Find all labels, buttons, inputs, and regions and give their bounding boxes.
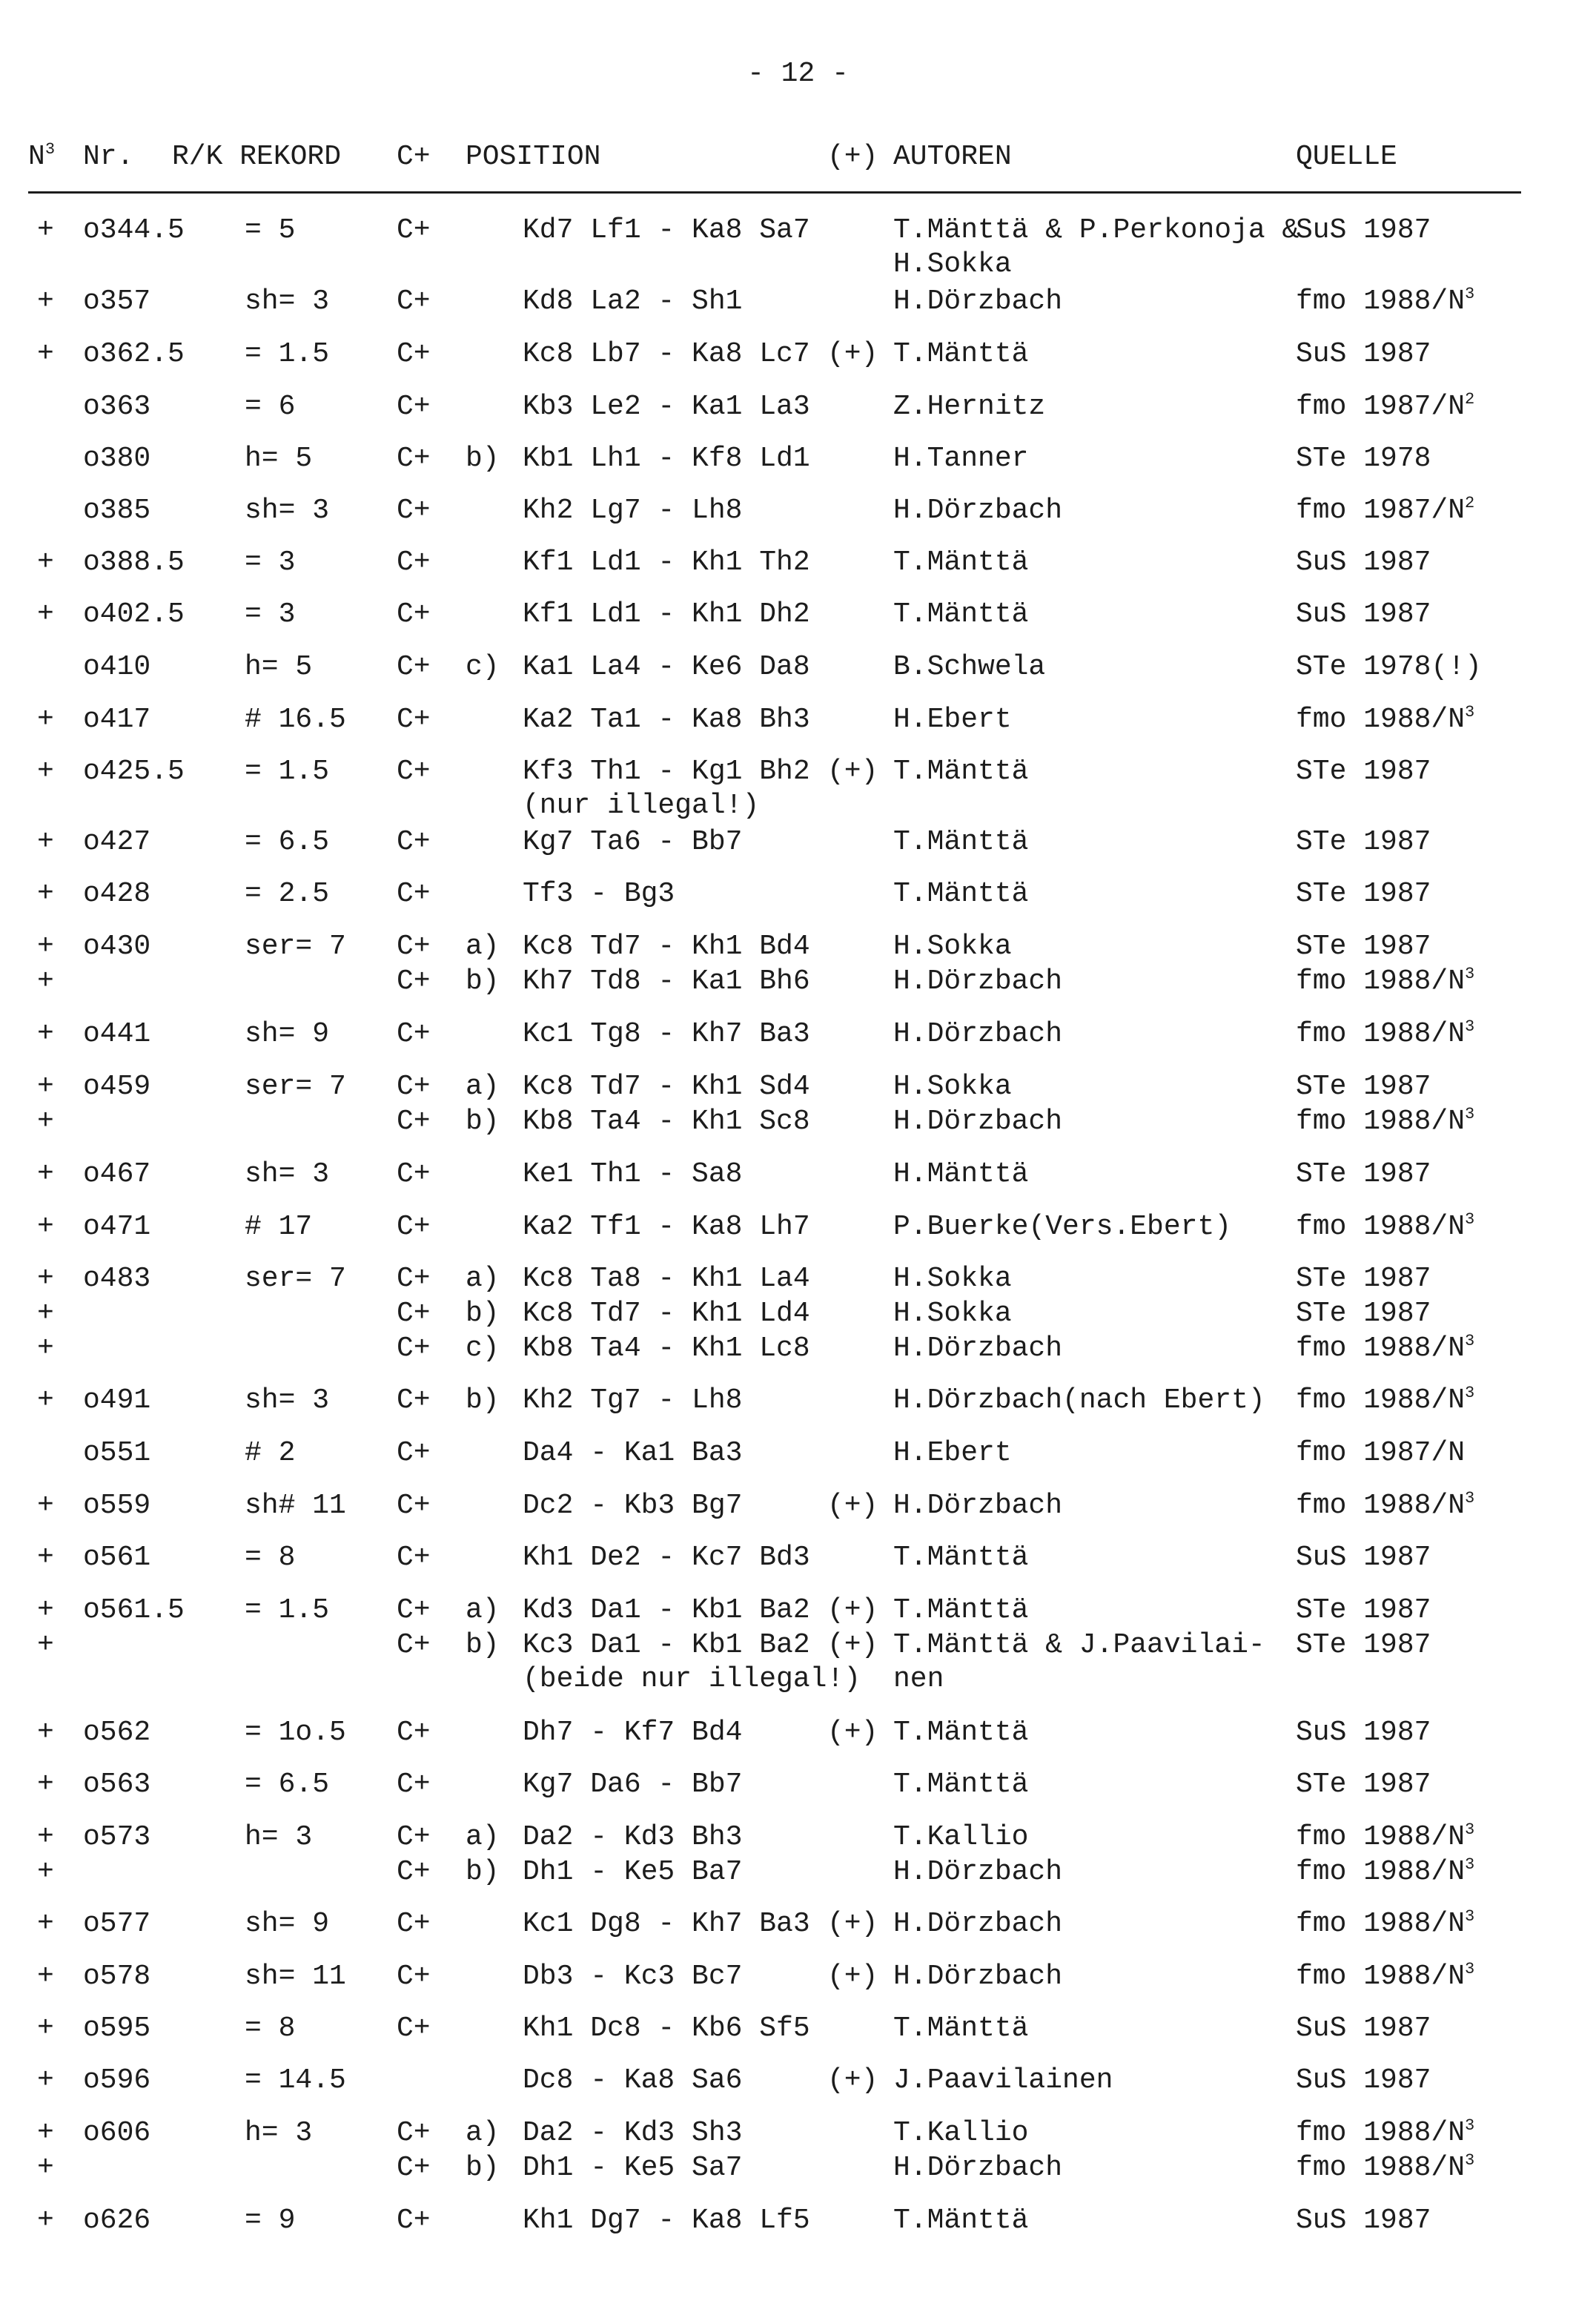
- row-number: o483: [83, 1263, 151, 1295]
- row-cplus: C+: [397, 2012, 431, 2044]
- row-rekord: ser= 7: [245, 1071, 346, 1103]
- row-position: Kc8 Td7 - Kh1 Bd4: [523, 931, 810, 962]
- row-sign: +: [37, 1490, 54, 1522]
- row-option: b): [466, 965, 500, 997]
- row-author: H.Dörzbach: [893, 1106, 1063, 1137]
- row-rekord: ser= 7: [245, 1263, 346, 1295]
- row-number: o563: [83, 1769, 151, 1800]
- row-cplus: C+: [397, 285, 431, 317]
- row-author: H.Dörzbach: [893, 495, 1063, 526]
- row-rekord: sh= 3: [245, 285, 330, 317]
- row-author: Z.Hernitz: [893, 391, 1046, 423]
- row-number: o559: [83, 1490, 151, 1522]
- row-cplus: C+: [397, 931, 431, 962]
- row-cplus: C+: [397, 704, 431, 736]
- row-source: SuS 1987: [1296, 598, 1431, 630]
- row-source: fmo $1987/N^2$: [1296, 390, 1475, 423]
- row-sign: +: [37, 547, 54, 578]
- row-number: o626: [83, 2205, 151, 2236]
- row-number: o577: [83, 1908, 151, 1940]
- row-source: STe 1987: [1296, 1263, 1431, 1295]
- page-number: - 12 -: [747, 58, 849, 90]
- row-source: SuS 1987: [1296, 1717, 1431, 1749]
- row-option: a): [466, 1263, 500, 1295]
- row-sign: +: [37, 1961, 54, 1992]
- row-position: Ke1 Th1 - Sa8: [523, 1158, 743, 1190]
- row-rekord: sh= 9: [245, 1018, 330, 1050]
- row-number: o573: [83, 1821, 151, 1853]
- row-source: fmo $1988/N^3$: [1296, 1105, 1475, 1137]
- row-sign: +: [37, 1071, 54, 1103]
- row-author: T.Mänttä & P.Perkonoja &: [893, 214, 1299, 246]
- row-option: b): [466, 1629, 500, 1661]
- row-rekord: sh= 3: [245, 1384, 330, 1416]
- row-position: Kb1 Lh1 - Kf8 Ld1: [523, 443, 810, 475]
- row-rekord: h= 5: [245, 443, 313, 475]
- row-sign: +: [37, 338, 54, 370]
- row-cplus: C+: [397, 1158, 431, 1190]
- row-rekord: = 3: [245, 598, 296, 630]
- row-source: fmo $1988/N^3$: [1296, 1960, 1475, 1992]
- row-number: o595: [83, 2012, 151, 2044]
- row-option: b): [466, 1106, 500, 1137]
- row-cplus: C+: [397, 826, 431, 858]
- row-source: STe 1978(!): [1296, 651, 1482, 683]
- row-option: b): [466, 2152, 500, 2184]
- row-cplus: C+: [397, 1333, 431, 1364]
- row-author: H.Dörzbach: [893, 285, 1063, 317]
- row-plus-mark: (+): [827, 1717, 878, 1749]
- row-author: J.Paavilainen: [893, 2064, 1113, 2096]
- row-rekord: = 6.5: [245, 1769, 330, 1800]
- row-number: o596: [83, 2064, 151, 2096]
- row-rekord: = 14.5: [245, 2064, 346, 2096]
- header-rule: [28, 191, 1521, 194]
- row-position: Kc8 Lb7 - Ka8 Lc7: [523, 338, 810, 370]
- row-source: SuS 1987: [1296, 338, 1431, 370]
- row-position: Da2 - Kd3 Bh3: [523, 1821, 743, 1853]
- row-rekord: = 6: [245, 391, 296, 423]
- row-author: T.Mänttä: [893, 1594, 1029, 1626]
- row-source: STe 1987: [1296, 1629, 1431, 1661]
- row-position: Kg7 Ta6 - Bb7: [523, 826, 743, 858]
- row-source: fmo $1987/N^2$: [1296, 494, 1475, 526]
- header-quelle: QUELLE: [1296, 141, 1397, 173]
- row-sign: +: [37, 2117, 54, 2149]
- row-cplus: C+: [397, 547, 431, 578]
- row-position: Tf3 - Bg3: [523, 878, 675, 910]
- row-author: H.Sokka: [893, 1298, 1012, 1330]
- row-number: o357: [83, 285, 151, 317]
- row-rekord: ser= 7: [245, 931, 346, 962]
- row-number: o491: [83, 1384, 151, 1416]
- row-source: fmo 1987/N: [1296, 1437, 1466, 1469]
- header-position: POSITION: [466, 141, 601, 173]
- row-cplus: C+: [397, 1106, 431, 1137]
- row-number: o380: [83, 443, 151, 475]
- row-source: SuS 1987: [1296, 2012, 1431, 2044]
- row-sign: +: [37, 1821, 54, 1853]
- row-cplus: C+: [397, 214, 431, 246]
- row-position: Kf1 Ld1 - Kh1 Th2: [523, 547, 810, 578]
- row-rekord: = 9: [245, 2205, 296, 2236]
- row-sign: +: [37, 1717, 54, 1749]
- row-author: T.Mänttä: [893, 598, 1029, 630]
- row-cplus: C+: [397, 598, 431, 630]
- row-author: T.Mänttä: [893, 2012, 1029, 2044]
- row-sign: +: [37, 1629, 54, 1661]
- row-plus-mark: (+): [827, 2064, 878, 2096]
- row-position: Kh2 Tg7 - Lh8: [523, 1384, 743, 1416]
- row-position: Kh1 De2 - Kc7 Bd3: [523, 1542, 810, 1574]
- row-cplus: C+: [397, 2205, 431, 2236]
- row-position: Kd8 La2 - Sh1: [523, 285, 743, 317]
- row-position: Kb3 Le2 - Ka1 La3: [523, 391, 810, 423]
- row-cplus: C+: [397, 2152, 431, 2184]
- header-n3: $N^3$: [28, 140, 56, 173]
- row-sign: +: [37, 1594, 54, 1626]
- row-position: Da2 - Kd3 Sh3: [523, 2117, 743, 2149]
- row-rekord: = 1.5: [245, 756, 330, 787]
- row-number: o427: [83, 826, 151, 858]
- header-nr: Nr.: [83, 141, 134, 173]
- row-number: o344.5: [83, 214, 185, 246]
- row-plus-mark: (+): [827, 1629, 878, 1661]
- row-author: T.Mänttä: [893, 1769, 1029, 1800]
- row-author: T.Mänttä: [893, 1542, 1029, 1574]
- row-rekord: sh= 3: [245, 495, 330, 526]
- row-sign: +: [37, 878, 54, 910]
- row-number: o561.5: [83, 1594, 185, 1626]
- row-cplus: C+: [397, 1071, 431, 1103]
- row-sign: +: [37, 598, 54, 630]
- row-author: T.Mänttä: [893, 826, 1029, 858]
- row-position: Da4 - Ka1 Ba3: [523, 1437, 743, 1469]
- row-source: STe 1987: [1296, 1769, 1431, 1800]
- row-source: SuS 1987: [1296, 214, 1431, 246]
- row-source: STe 1987: [1296, 878, 1431, 910]
- row-source: STe 1987: [1296, 826, 1431, 858]
- row-position: Dc8 - Ka8 Sa6: [523, 2064, 743, 2096]
- row-source: STe 1987: [1296, 1071, 1431, 1103]
- row-author: T.Mänttä & J.Paavilai-: [893, 1629, 1265, 1661]
- row-rekord: = 1.5: [245, 338, 330, 370]
- row-sign: +: [37, 285, 54, 317]
- row-sign: +: [37, 1106, 54, 1137]
- row-rekord: h= 3: [245, 1821, 313, 1853]
- row-cplus: C+: [397, 1908, 431, 1940]
- row-sign: +: [37, 931, 54, 962]
- row-rekord: # 16.5: [245, 704, 346, 736]
- row-author: H.Dörzbach: [893, 2152, 1063, 2184]
- row-rekord: h= 5: [245, 651, 313, 683]
- row-cplus: C+: [397, 391, 431, 423]
- row-source: fmo $1988/N^3$: [1296, 1384, 1475, 1416]
- row-cplus: C+: [397, 1769, 431, 1800]
- row-number: o425.5: [83, 756, 185, 787]
- row-sign: +: [37, 2012, 54, 2044]
- row-option: a): [466, 931, 500, 962]
- row-author: H.Dörzbach: [893, 1856, 1063, 1888]
- row-source: STe 1987: [1296, 1158, 1431, 1190]
- row-rekord: = 6.5: [245, 826, 330, 858]
- row-number: o417: [83, 704, 151, 736]
- row-cplus: C+: [397, 1856, 431, 1888]
- row-source: SuS 1987: [1296, 1542, 1431, 1574]
- row-number: o471: [83, 1211, 151, 1243]
- row-sign: +: [37, 1211, 54, 1243]
- row-rekord: # 17: [245, 1211, 313, 1243]
- row-sign: +: [37, 756, 54, 787]
- row-source: SuS 1987: [1296, 547, 1431, 578]
- row-plus-mark: (+): [827, 1490, 878, 1522]
- row-source: fmo $1988/N^3$: [1296, 703, 1475, 736]
- row-source: fmo $1988/N^3$: [1296, 2151, 1475, 2184]
- row-cplus: C+: [397, 338, 431, 370]
- row-author: P.Buerke(Vers.Ebert): [893, 1211, 1232, 1243]
- row-source: fmo $1988/N^3$: [1296, 1489, 1475, 1522]
- row-position: Kd7 Lf1 - Ka8 Sa7: [523, 214, 810, 246]
- row-position: Dc2 - Kb3 Bg7: [523, 1490, 743, 1522]
- row-sign: +: [37, 2152, 54, 2184]
- row-source: fmo $1988/N^3$: [1296, 285, 1475, 317]
- row-sign: +: [37, 1769, 54, 1800]
- row-author: H.Dörzbach: [893, 965, 1063, 997]
- row-position: Kc3 Da1 - Kb1 Ba2: [523, 1629, 810, 1661]
- row-position: Kd3 Da1 - Kb1 Ba2: [523, 1594, 810, 1626]
- row-author: T.Mänttä: [893, 878, 1029, 910]
- row-position: Kc8 Ta8 - Kh1 La4: [523, 1263, 810, 1295]
- row-source: fmo $1988/N^3$: [1296, 1332, 1475, 1364]
- row-plus-mark: (+): [827, 1961, 878, 1992]
- row-cplus: C+: [397, 443, 431, 475]
- row-author: H.Ebert: [893, 1437, 1012, 1469]
- row-position: Ka2 Ta1 - Ka8 Bh3: [523, 704, 810, 736]
- row-sign: +: [37, 1158, 54, 1190]
- row-source: fmo $1988/N^3$: [1296, 1855, 1475, 1888]
- row-number: o459: [83, 1071, 151, 1103]
- row-plus-mark: (+): [827, 1908, 878, 1940]
- row-sign: +: [37, 2205, 54, 2236]
- row-cplus: C+: [397, 1717, 431, 1749]
- row-cplus: C+: [397, 1629, 431, 1661]
- row-number: o441: [83, 1018, 151, 1050]
- row-author: H.Dörzbach(nach Ebert): [893, 1384, 1265, 1416]
- row-sign: +: [37, 1908, 54, 1940]
- row-number: o402.5: [83, 598, 185, 630]
- row-rekord: sh= 9: [245, 1908, 330, 1940]
- row-position: Kh1 Dc8 - Kb6 Sf5: [523, 2012, 810, 2044]
- row-sign: +: [37, 1856, 54, 1888]
- row-number: o578: [83, 1961, 151, 1992]
- row-number: o362.5: [83, 338, 185, 370]
- row-rekord: = 1o.5: [245, 1717, 346, 1749]
- row-source: STe 1987: [1296, 1298, 1431, 1330]
- row-position: Kf3 Th1 - Kg1 Bh2: [523, 756, 810, 787]
- row-cplus: C+: [397, 1384, 431, 1416]
- row-number: o467: [83, 1158, 151, 1190]
- row-source: fmo $1988/N^3$: [1296, 2116, 1475, 2149]
- row-author: T.Mänttä: [893, 2205, 1029, 2236]
- row-option: b): [466, 1384, 500, 1416]
- row-source: SuS 1987: [1296, 2205, 1431, 2236]
- row-position: Kc8 Td7 - Kh1 Sd4: [523, 1071, 810, 1103]
- row-sign: +: [37, 1333, 54, 1364]
- row-option: a): [466, 1821, 500, 1853]
- row-rekord: sh= 11: [245, 1961, 346, 1992]
- row-number: o363: [83, 391, 151, 423]
- row-source: fmo $1988/N^3$: [1296, 1907, 1475, 1940]
- row-number: o385: [83, 495, 151, 526]
- row-source: STe 1978: [1296, 443, 1431, 475]
- row-number: o551: [83, 1437, 151, 1469]
- row-source: fmo $1988/N^3$: [1296, 1017, 1475, 1050]
- row-author: H.Sokka: [893, 1071, 1012, 1103]
- row-rekord: sh# 11: [245, 1490, 346, 1522]
- row-author: B.Schwela: [893, 651, 1046, 683]
- row-author: T.Kallio: [893, 2117, 1029, 2149]
- row-number: o561: [83, 1542, 151, 1574]
- row-author: H.Ebert: [893, 704, 1012, 736]
- row-number: o388.5: [83, 547, 185, 578]
- row-sign: +: [37, 214, 54, 246]
- row-author: T.Mänttä: [893, 756, 1029, 787]
- header-cplus: C+: [397, 141, 431, 173]
- row-cplus: C+: [397, 651, 431, 683]
- row-sign: +: [37, 704, 54, 736]
- row-source: SuS 1987: [1296, 2064, 1431, 2096]
- row-rekord: = 8: [245, 1542, 296, 1574]
- row-cplus: C+: [397, 878, 431, 910]
- row-cplus: C+: [397, 965, 431, 997]
- row-plus-mark: (+): [827, 756, 878, 787]
- row-author-continued: H.Sokka: [893, 248, 1012, 280]
- row-author: T.Mänttä: [893, 338, 1029, 370]
- row-position: Kh2 Lg7 - Lh8: [523, 495, 743, 526]
- row-number: o430: [83, 931, 151, 962]
- row-cplus: C+: [397, 756, 431, 787]
- row-cplus: C+: [397, 1211, 431, 1243]
- row-position: Ka1 La4 - Ke6 Da8: [523, 651, 810, 683]
- row-rekord: = 5: [245, 214, 296, 246]
- row-position: Ka2 Tf1 - Ka8 Lh7: [523, 1211, 810, 1243]
- row-author: H.Tanner: [893, 443, 1029, 475]
- row-cplus: C+: [397, 1594, 431, 1626]
- row-number: o410: [83, 651, 151, 683]
- row-position: Kh1 Dg7 - Ka8 Lf5: [523, 2205, 810, 2236]
- row-sign: +: [37, 965, 54, 997]
- header-plus: (+): [827, 141, 878, 173]
- row-source: fmo $1988/N^3$: [1296, 1210, 1475, 1243]
- row-author: H.Dörzbach: [893, 1961, 1063, 1992]
- row-sign: +: [37, 1384, 54, 1416]
- row-author: H.Dörzbach: [893, 1333, 1063, 1364]
- row-cplus: C+: [397, 1298, 431, 1330]
- row-position: Dh7 - Kf7 Bd4: [523, 1717, 743, 1749]
- row-option: a): [466, 1071, 500, 1103]
- row-cplus: C+: [397, 1542, 431, 1574]
- row-number: o428: [83, 878, 151, 910]
- row-option: b): [466, 1298, 500, 1330]
- row-author: T.Mänttä: [893, 1717, 1029, 1749]
- row-cplus: C+: [397, 2117, 431, 2149]
- row-position: Kh7 Td8 - Ka1 Bh6: [523, 965, 810, 997]
- row-rekord: h= 3: [245, 2117, 313, 2149]
- row-author: H.Sokka: [893, 931, 1012, 962]
- row-sign: +: [37, 1298, 54, 1330]
- row-sign: +: [37, 1018, 54, 1050]
- header-autoren: AUTOREN: [893, 141, 1012, 173]
- row-option: c): [466, 651, 500, 683]
- row-author: T.Mänttä: [893, 547, 1029, 578]
- row-position: Kg7 Da6 - Bb7: [523, 1769, 743, 1800]
- row-source: STe 1987: [1296, 1594, 1431, 1626]
- row-number: o562: [83, 1717, 151, 1749]
- row-sign: +: [37, 826, 54, 858]
- row-author: T.Kallio: [893, 1821, 1029, 1853]
- row-rekord: = 2.5: [245, 878, 330, 910]
- row-author: H.Dörzbach: [893, 1018, 1063, 1050]
- row-sign: +: [37, 1542, 54, 1574]
- row-cplus: C+: [397, 1961, 431, 1992]
- row-cplus: C+: [397, 1018, 431, 1050]
- row-position: Kc1 Dg8 - Kh7 Ba3: [523, 1908, 810, 1940]
- header-rk-rekord: R/K REKORD: [172, 141, 342, 173]
- row-plus-mark: (+): [827, 338, 878, 370]
- row-rekord: # 2: [245, 1437, 296, 1469]
- row-cplus: C+: [397, 495, 431, 526]
- row-option: a): [466, 1594, 500, 1626]
- row-source: STe 1987: [1296, 756, 1431, 787]
- row-position: Kf1 Ld1 - Kh1 Dh2: [523, 598, 810, 630]
- row-plus-mark: (+): [827, 1594, 878, 1626]
- row-option: b): [466, 443, 500, 475]
- row-position: Kc8 Td7 - Kh1 Ld4: [523, 1298, 810, 1330]
- row-source: fmo $1988/N^3$: [1296, 1820, 1475, 1853]
- row-cplus: C+: [397, 1263, 431, 1295]
- row-author: H.Sokka: [893, 1263, 1012, 1295]
- row-author: H.Dörzbach: [893, 1908, 1063, 1940]
- row-cplus: C+: [397, 1490, 431, 1522]
- row-position-continued: (nur illegal!): [523, 790, 760, 822]
- row-sign: +: [37, 1263, 54, 1295]
- row-option: b): [466, 1856, 500, 1888]
- row-position: Db3 - Kc3 Bc7: [523, 1961, 743, 1992]
- row-option: c): [466, 1333, 500, 1364]
- row-position: Dh1 - Ke5 Ba7: [523, 1856, 743, 1888]
- row-author: H.Dörzbach: [893, 1490, 1063, 1522]
- row-sign: +: [37, 2064, 54, 2096]
- row-cplus: C+: [397, 1821, 431, 1853]
- row-author-continued: nen: [893, 1663, 944, 1695]
- row-number: o606: [83, 2117, 151, 2149]
- row-option: a): [466, 2117, 500, 2149]
- row-rekord: = 3: [245, 547, 296, 578]
- row-rekord: = 8: [245, 2012, 296, 2044]
- row-position: Dh1 - Ke5 Sa7: [523, 2152, 743, 2184]
- row-rekord: = 1.5: [245, 1594, 330, 1626]
- row-position: Kb8 Ta4 - Kh1 Lc8: [523, 1333, 810, 1364]
- row-position: Kb8 Ta4 - Kh1 Sc8: [523, 1106, 810, 1137]
- row-source: STe 1987: [1296, 931, 1431, 962]
- row-position: Kc1 Tg8 - Kh7 Ba3: [523, 1018, 810, 1050]
- row-rekord: sh= 3: [245, 1158, 330, 1190]
- row-position-continued: (beide nur illegal!): [523, 1663, 861, 1695]
- row-author: H.Mänttä: [893, 1158, 1029, 1190]
- row-cplus: C+: [397, 1437, 431, 1469]
- row-source: fmo $1988/N^3$: [1296, 965, 1475, 997]
